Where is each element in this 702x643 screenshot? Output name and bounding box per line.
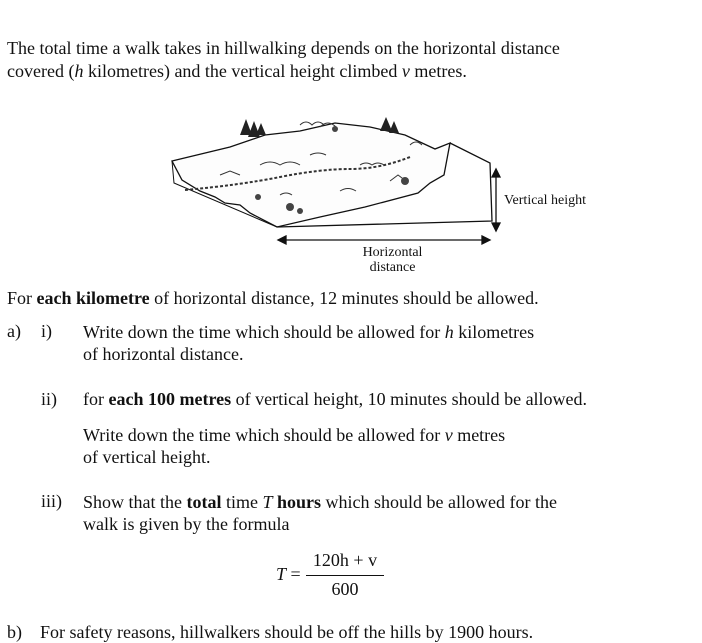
part-a-i-text: Write down the time which should be allowed for h kilometres of horizontal distance. (83, 322, 535, 364)
part-a-i-number: i) (41, 321, 52, 341)
formula-numerator: 120h + v (312, 550, 378, 570)
part-a-ii-question: Write down the time which should be allowed for v metres of vertical height. (83, 425, 506, 467)
part-a-label: a) (7, 321, 21, 341)
formula-fraction (306, 550, 384, 600)
horizontal-distance-label: Horizontal distance (362, 245, 423, 275)
rule-text: For each kilometre of horizontal distance, 12 minutes should be allowed. (7, 288, 539, 308)
fraction-bar (306, 575, 384, 576)
part-a-ii-number: ii) (41, 389, 57, 409)
part-a-iii-text: Show that the total time T hours which should be allowed for the walk is given by the formula (83, 492, 557, 534)
horizontal-distance-arrow (278, 236, 490, 244)
intro-line-2: covered (h kilometres) and the vertical height climbed v metres. (7, 61, 467, 81)
intro-line-1: The total time a walk takes in hillwalking depends on the horizontal distance (7, 38, 560, 58)
vertical-height-label: Vertical height (504, 193, 587, 208)
part-a-iii-number: iii) (41, 491, 62, 511)
part-b-text: b) For safety reasons, hillwalkers should be off the hills by 1900 hours. (7, 622, 534, 642)
hillside-shape (172, 123, 450, 227)
vertical-height-arrow (492, 169, 500, 231)
formula-lhs: T = (276, 564, 301, 584)
intro-text (7, 37, 560, 83)
formula-denominator: 600 (331, 579, 359, 599)
part-a-ii-text: for each 100 metres of vertical height, 10 minutes should be allowed. (83, 389, 588, 409)
